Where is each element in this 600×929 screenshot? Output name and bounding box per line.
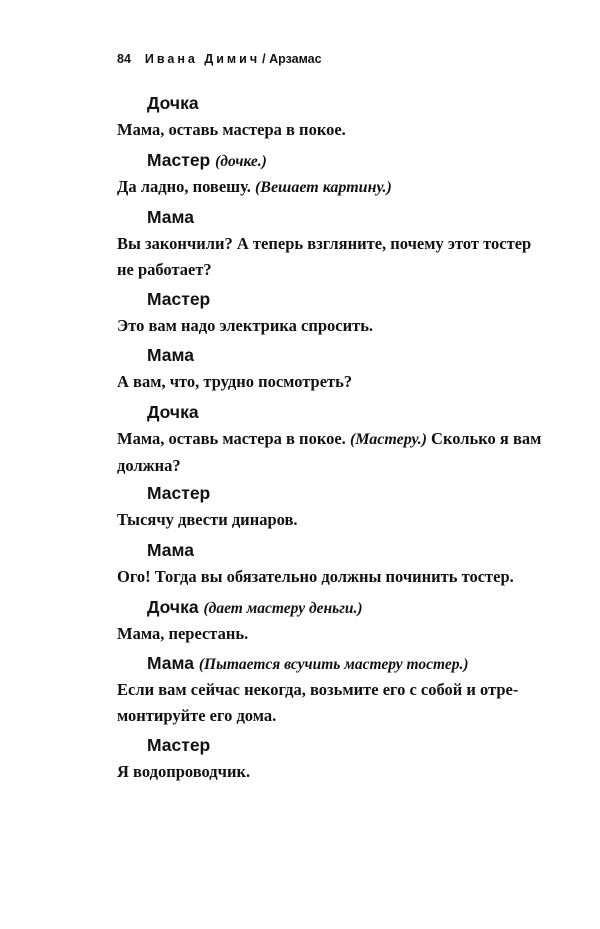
dialogue-block [117,594,537,647]
speaker-name: Мастер [147,483,211,503]
speaker-name: Мама [147,345,194,365]
stage-direction: (Вешает картину.) [254,179,392,196]
dialogue-line: Мама, оставь мастера в покое. [117,120,346,139]
dialogue-line: должна? [117,456,181,475]
speaker-name: Мама [147,653,194,673]
dialogue-block [117,399,542,479]
dialogue-block [117,204,537,283]
speaker-name: Мама [147,540,194,560]
speaker-name: Дочка [147,402,199,422]
series-name: / Арзамас [262,52,322,66]
running-header [117,52,322,66]
speaker-line [147,147,537,174]
dialogue-line: Тысячу двести динаров. [117,510,298,529]
stage-direction: (дает мастеру деньги.) [203,600,363,617]
stage-direction: (Мастеру.) [349,431,427,448]
speaker-name: Дочка [147,597,199,617]
speaker-line [147,594,537,621]
dialogue-block [117,147,537,201]
dialogue-line: Я водопроводчик. [117,762,251,781]
dialogue-line: А вам, что, трудно посмотреть? [117,372,353,391]
dialogue-block [117,732,537,785]
dialogue-line: не работает? [117,260,212,279]
speaker-name: Мастер [147,289,211,309]
dialogue-line: Если вам сейчас некогда, возьмите его с собой и отре- [117,680,519,699]
dialogue-block [117,537,537,590]
dialogue-block [117,342,537,395]
speaker-name: Дочка [147,93,199,113]
dialogue-line: монтируйте его дома. [117,706,277,725]
author-name: Ивана Димич [144,52,261,66]
stage-direction: (дочке.) [215,153,267,170]
dialogue-block [117,480,537,533]
dialogue-line: Да ладно, повешу. (Вешает картину.) [117,177,392,196]
dialogue-line: Мама, перестань. [117,624,249,643]
dialogue-line: Мама, оставь мастера в покое. (Мастеру.) Сколько я вам [117,429,542,448]
dialogue-block [117,650,537,729]
dialogue-line: Вы закончили? А теперь взгляните, почему этот тостер [117,234,532,253]
dialogue-block [117,286,537,339]
speaker-name: Мама [147,207,194,227]
page-number: 84 [117,52,131,66]
dialogue-block [117,90,537,143]
speaker-line [147,650,537,677]
speaker-name: Мастер [147,735,211,755]
speaker-name: Мастер [147,150,211,170]
dialogue-line: Ого! Тогда вы обязательно должны починить тостер. [117,567,514,586]
stage-direction: (Пытается всучить мастеру тостер.) [198,656,469,673]
dialogue-line: Это вам надо электрика спросить. [117,316,374,335]
